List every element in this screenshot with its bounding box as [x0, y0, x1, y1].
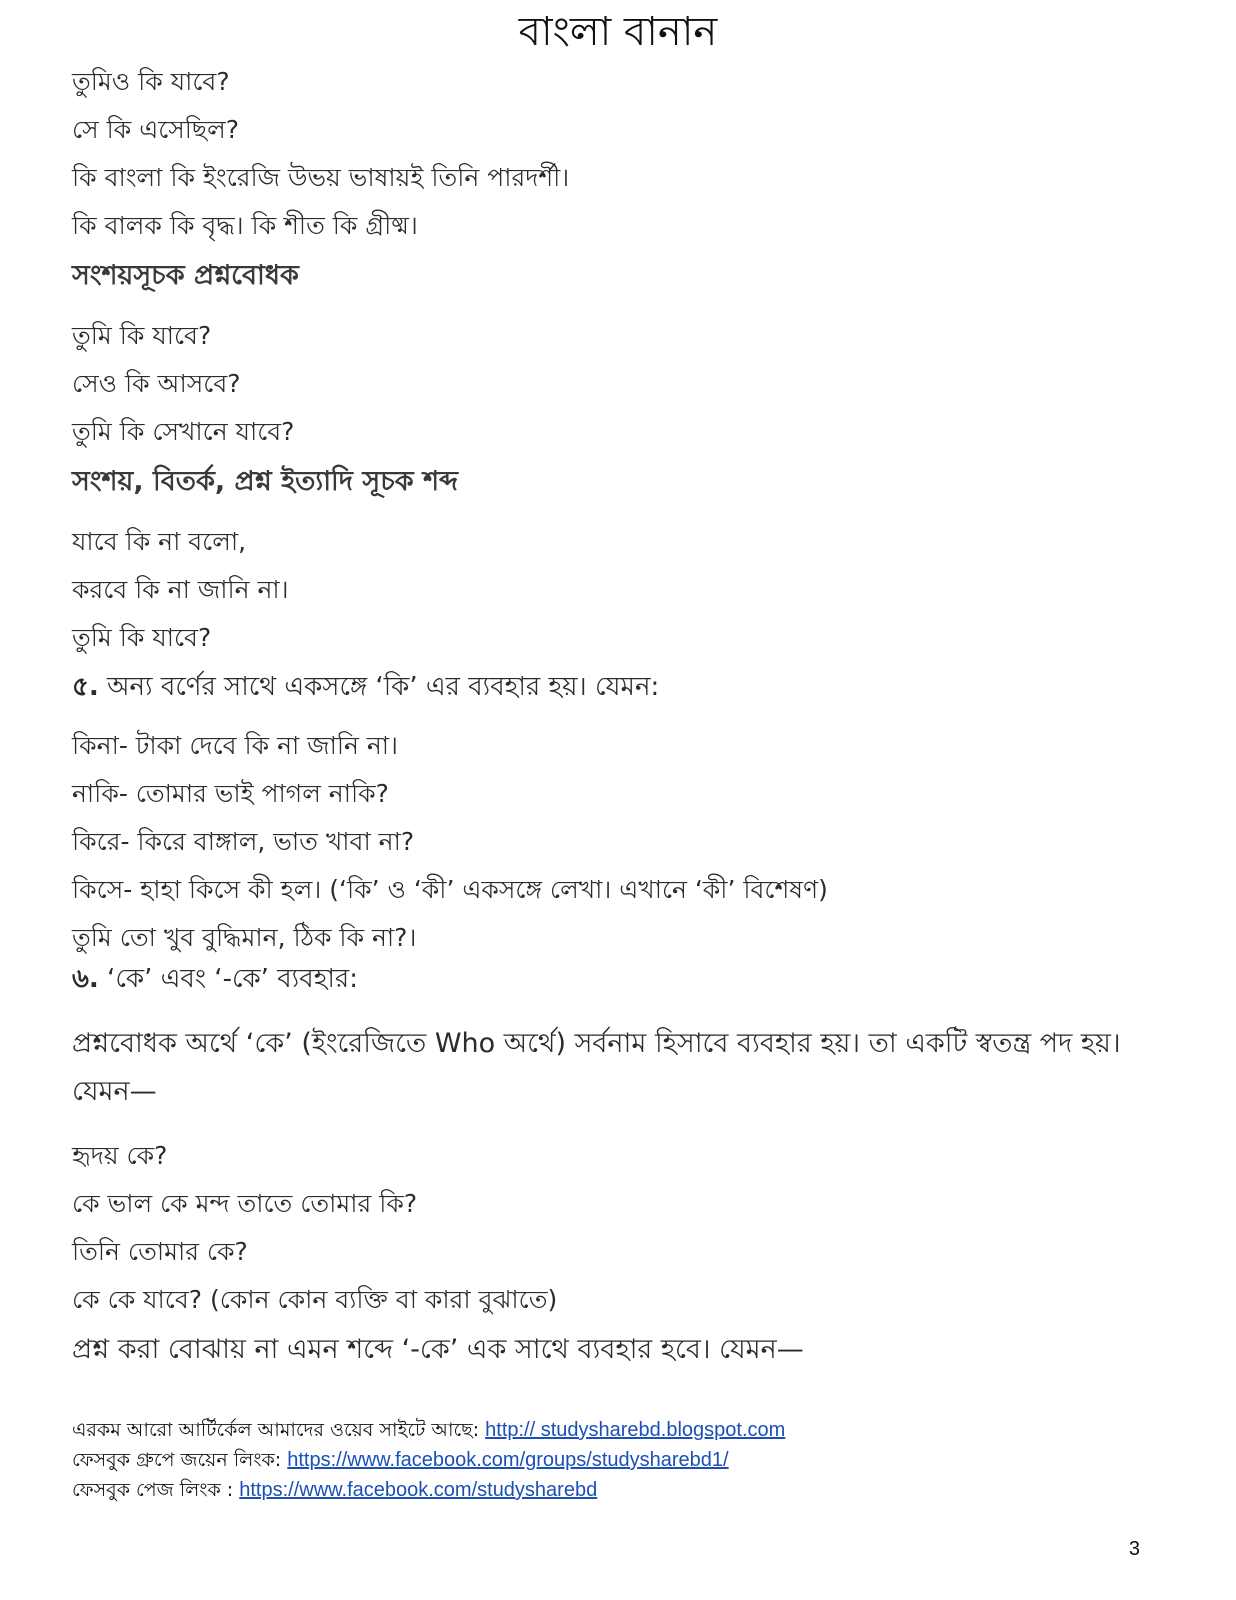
example-line: সেও কি আসবে? [72, 369, 241, 398]
example-line: কি বালক কি বৃদ্ধ। কি শীত কি গ্রীষ্ম। [72, 211, 418, 240]
section-heading-doubt-debate-question: সংশয়, বিতর্ক, প্রশ্ন ইত্যাদি সূচক শব্দ [72, 466, 459, 497]
closing-line: প্রশ্ন করা বোঝায় না এমন শব্দে ‘-কে’ এক সাথে ব্যবহার হবে। যেমন— [72, 1334, 804, 1365]
facebook-group-link[interactable]: https://www.facebook.com/groups/studysharebd1/ [287, 1449, 729, 1471]
example-line: হৃদয় কে? [72, 1141, 168, 1170]
item-number: ৫. [72, 672, 99, 702]
example-line: করবে কি না জানি না। [72, 575, 289, 604]
example-list-interrogative [72, 64, 1164, 244]
example-line: কে ভাল কে মন্দ তাতে তোমার কি? [72, 1189, 418, 1218]
explanation-paragraph: প্রশ্নবোধক অর্থে ‘কে’ (ইংরেজিতে Who অর্থে) সর্বনাম হিসাবে ব্যবহার হয়। তা একটি স্বতন্ত্র পদ হয়। যেমন— [72, 1028, 1121, 1107]
footer-website-label: এরকম আরো আর্টির্কেল আমাদের ওয়েব সাইটে আছে: [72, 1419, 486, 1441]
example-line: কে কে যাবে? (কোন কোন ব্যক্তি বা কারা বুঝাতে) [72, 1285, 558, 1314]
page-title: বাংলা বানান [518, 9, 718, 55]
example-line: কি বাংলা কি ইংরেজি উভয় ভাষায়ই তিনি পারদর্শী। [72, 163, 570, 192]
footer-links [72, 1415, 785, 1505]
example-line: কিরে- কিরে বাঙ্গাল, ভাত খাবা না? [72, 827, 415, 856]
example-list-combined [72, 728, 1164, 956]
example-list-doubt [72, 318, 1164, 450]
example-line: কিনা- টাকা দেবে কি না জানি না। [72, 731, 398, 760]
footer-page-row [72, 1475, 785, 1505]
example-line: তিনি তোমার কে? [72, 1237, 248, 1266]
example-line: তুমি কি যাবে? [72, 623, 212, 652]
example-line: যাবে কি না বলো, [72, 527, 247, 556]
footer-group-label: ফেসবুক গ্রুপে জয়েন লিংক: [72, 1449, 288, 1471]
item-text: অন্য বর্ণের সাথে একসঙ্গে ‘কি’ এর ব্যবহার হয়। যেমন: [98, 672, 660, 702]
footer-page-label: ফেসবুক পেজ লিংক : [72, 1479, 240, 1501]
facebook-page-link[interactable]: https://www.facebook.com/studysharebd [239, 1479, 598, 1501]
footer-group-row [72, 1445, 785, 1475]
website-link[interactable]: http:// studysharebd.blogspot.com [485, 1419, 786, 1441]
example-line: সে কি এসেছিল? [72, 115, 239, 144]
document-body [72, 64, 1164, 1370]
example-list-who [72, 1138, 1164, 1318]
example-line: তুমি কি সেখানে যাবে? [72, 417, 295, 446]
footer-website-row [72, 1415, 785, 1445]
example-line: তুমিও কি যাবে? [72, 67, 230, 96]
numbered-item-5 [72, 668, 1164, 706]
example-line: কিসে- হাহা কিসে কী হল। (‘কি’ ও ‘কী’ একসঙ্গে লেখা। এখানে ‘কী’ বিশেষণ) [72, 875, 828, 904]
example-line: তুমি কি যাবে? [72, 321, 212, 350]
page-number: 3 [1128, 1538, 1140, 1560]
item-number: ৬. [72, 964, 99, 994]
example-line: তুমি তো খুব বুদ্ধিমান, ঠিক কি না?। [72, 923, 417, 952]
numbered-item-6 [72, 960, 1164, 998]
section-heading-doubt-question: সংশয়সূচক প্রশ্নবোধক [72, 260, 299, 291]
example-line: নাকি- তোমার ভাই পাগল নাকি? [72, 779, 389, 808]
item-text: ‘কে’ এবং ‘-কে’ ব্যবহার: [98, 964, 358, 994]
example-list-debate [72, 524, 1164, 656]
